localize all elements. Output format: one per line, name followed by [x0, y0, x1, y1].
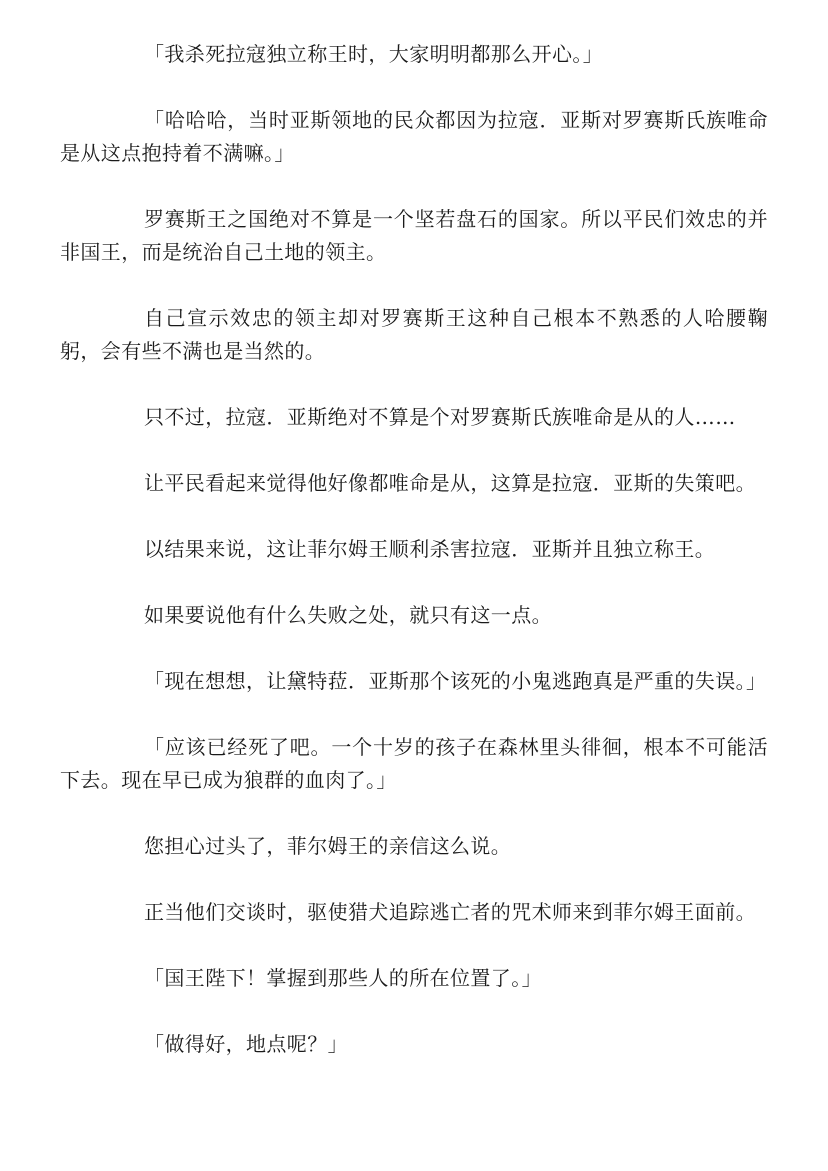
paragraph-2: 「哈哈哈，当时亚斯领地的民众都因为拉寇．亚斯对罗赛斯氏族唯命是从这点抱持着不满嘛。」: [60, 108, 768, 165]
paragraph-14: 「做得好，地点呢？」: [144, 1032, 348, 1056]
paragraph-11: 您担心过头了，菲尔姆王的亲信这么说。: [144, 834, 512, 858]
paragraph-4: 自己宣示效忠的领主却对罗赛斯王这种自己根本不熟悉的人哈腰鞠躬，会有些不满也是当然的。: [60, 306, 768, 363]
paragraph-13: 「国王陛下！掌握到那些人的所在位置了。」: [144, 966, 542, 990]
paragraph-9: 「现在想想，让黛特菈．亚斯那个该死的小鬼逃跑真是严重的失误。」: [144, 669, 767, 693]
paragraph-12: 正当他们交谈时，驱使猎犬追踪逃亡者的咒术师来到菲尔姆王面前。: [144, 900, 756, 924]
paragraph-10: 「应该已经死了吧。一个十岁的孩子在森林里头徘徊，根本不可能活下去。现在早已成为狼群的血肉了。」: [60, 735, 768, 792]
paragraph-7: 以结果来说，这让菲尔姆王顺利杀害拉寇．亚斯并且独立称王。: [144, 537, 716, 561]
paragraph-5: 只不过，拉寇．亚斯绝对不算是个对罗赛斯氏族唯命是从的人……: [144, 405, 736, 429]
paragraph-3: 罗赛斯王之国绝对不算是一个坚若盘石的国家。所以平民们效忠的并非国王，而是统治自己土地的领主。: [60, 207, 768, 264]
text-column: [60, 38, 768, 1061]
paragraph-8: 如果要说他有什么失败之处，就只有这一点。: [144, 603, 552, 627]
paragraph-6: 让平民看起来觉得他好像都唯命是从，这算是拉寇．亚斯的失策吧。: [144, 471, 756, 495]
paragraph-1: 「我杀死拉寇独立称王时，大家明明都那么开心。」: [144, 42, 604, 66]
